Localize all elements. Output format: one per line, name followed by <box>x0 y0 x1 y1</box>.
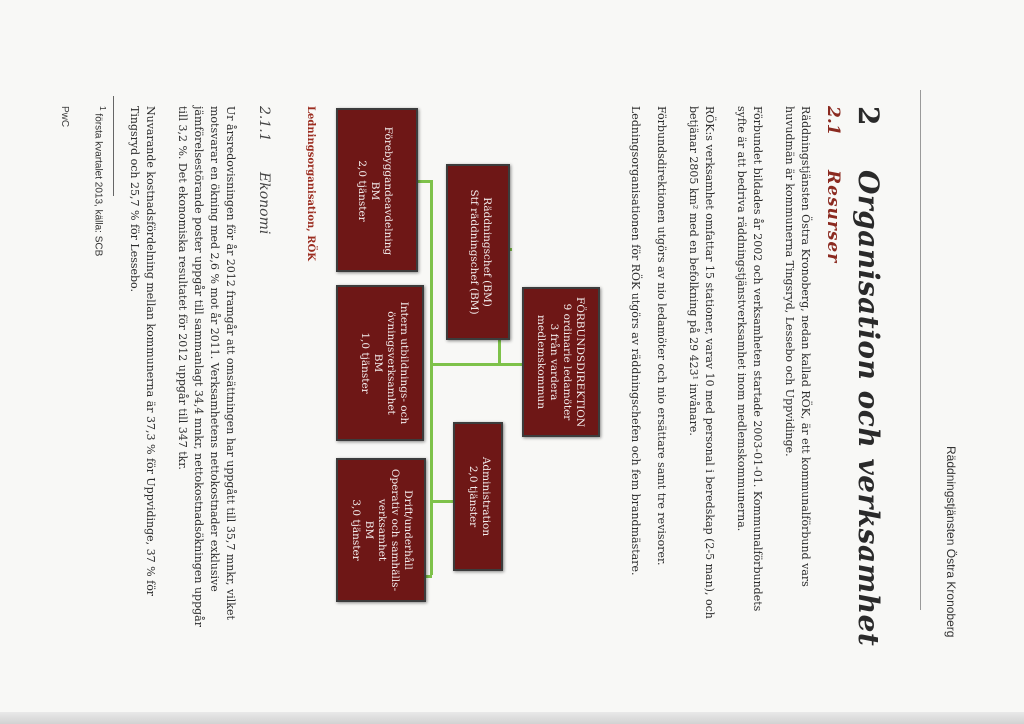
paragraph <box>174 106 238 627</box>
org-box-administration <box>453 422 503 571</box>
subsection-number: 2.1.1 <box>256 106 272 142</box>
paragraph <box>653 106 669 566</box>
box-line: 3 från vardera <box>548 323 560 401</box>
text-line: syfte är att bedriva räddningstjänstverksamhet inom medlemskommunerna. <box>735 106 748 532</box>
box-line: Stf räddningschef (BM) <box>468 189 480 315</box>
box-line: 1,0 tjänster <box>359 332 371 394</box>
text-line: Ledningsorganisationen för RÖK utgörs av räddningschefen och fem brandmästare. <box>629 106 642 576</box>
box-line: 9 ordinarie ledamöter <box>561 303 573 421</box>
figure-caption: Ledningsorganisation, RÖK <box>305 106 316 261</box>
box-line: medlemskommun <box>535 315 547 409</box>
text-line: Nuvarande kostnadsfördelning mellan kommunerna är 37,3 % för Uppvidinge, 37 % för <box>144 106 157 597</box>
box-line: Operativ och samhälls- <box>389 468 401 592</box>
box-line: 2,0 tjänster <box>356 160 368 222</box>
text-line: huvudmän är kommunerna Tingsryd, Lessebo och Uppvidinge. <box>783 106 796 457</box>
text-line: till 3,2 %. Det ekonomiska resultatet för 2012 uppgår till 347 tkr. <box>176 106 189 470</box>
subsection-title: Ekonomi <box>256 172 272 235</box>
text-line: Förbundsdirektionen utgörs av nio ledamöter och nio ersättare samt tre revisorer. <box>655 106 668 566</box>
text-line: jämförelsestörande poster uppgår till sammanlagt 34,4 mnkr, nettokostnadsökningen uppgår <box>192 106 205 627</box>
box-line: övningsverksamhet <box>385 311 397 415</box>
paragraph <box>126 106 158 596</box>
text-line: RÖK:s verksamhet omfattar 15 stationer, varav 10 med personal i beredskap (2-5 man), och <box>703 106 716 619</box>
box-line: Räddningschef (BM) <box>481 197 493 307</box>
box-line: 3,0 tjänster <box>350 499 362 561</box>
box-line: BM <box>363 520 375 540</box>
box-line: Administration <box>480 456 492 537</box>
box-line: verksamhet <box>376 498 388 562</box>
chapter-title: Organisation och verksamhet <box>852 170 885 647</box>
box-line: FÖRBUNDSDIREKTION <box>574 296 586 428</box>
text-line: Tingsryd och 25,7 % för Lessebo. <box>128 106 141 292</box>
text-line: Förbundet bildades år 2002 och verksamheten startade 2003-01-01. Kommunalförbundets <box>751 106 764 612</box>
box-line: Intern utbildnings- och <box>398 301 410 425</box>
connector-line <box>430 363 522 366</box>
text-line: Räddningstjänsten Östra Kronoberg, nedan kallad RÖK, är ett kommunalförbund vars <box>799 106 812 587</box>
chapter-number: 2 <box>852 106 885 126</box>
page-edge <box>0 712 1024 724</box>
footnote-mark: 1 <box>98 106 108 111</box>
page-header: Räddningstjänsten Östra Kronoberg <box>944 446 958 638</box>
org-box-raddningschef <box>446 164 510 340</box>
org-box-forebyggande <box>336 108 418 272</box>
box-line: 2,0 tjänster <box>467 465 479 528</box>
text-line: motsvarar en ökning med 2,6 % mot år 2011. Verksamhetens nettokostnader exklusive <box>208 106 221 592</box>
paragraph <box>733 106 765 611</box>
footnote-text: första kvartalet 2013, källa: SCB <box>92 113 104 257</box>
paragraph <box>627 106 643 575</box>
box-line: BM <box>372 353 384 373</box>
header-rule <box>920 90 921 610</box>
box-line: Drift/underhåll <box>402 490 414 570</box>
text-line: betjänar 2805 km² med en befolkning på 29 423¹ invånare. <box>687 106 700 436</box>
org-box-utbildning <box>336 285 424 441</box>
paragraph <box>781 106 813 587</box>
org-box-drift <box>336 458 426 602</box>
paragraph <box>685 106 717 619</box>
footnote <box>91 106 110 256</box>
box-line: BM <box>369 181 381 201</box>
footnote-rule <box>113 96 114 196</box>
section-number: 2.1 <box>823 106 843 136</box>
text-line: Ur årsredovisningen för år 2012 framgår att omsättningen har uppgått till 35,7 mnkr, vilket <box>224 106 237 620</box>
page-footer: PwC <box>59 106 70 128</box>
org-box-direktion <box>522 287 600 437</box>
box-line: Förebyggandeavdelning <box>382 126 394 256</box>
section-title: Resurser <box>823 170 843 264</box>
connector-line <box>430 180 433 575</box>
